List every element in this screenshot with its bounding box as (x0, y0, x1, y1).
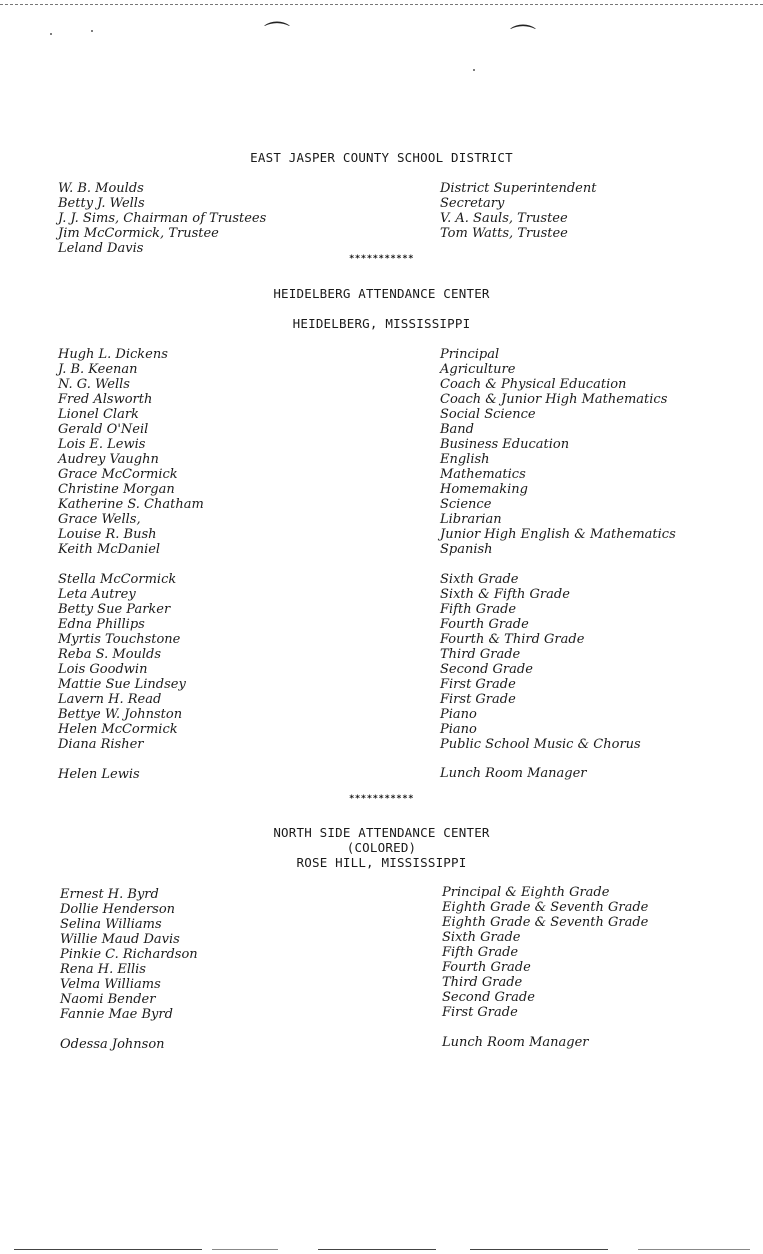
list-item: Leta Autrey (58, 587, 136, 602)
list-item: Betty Sue Parker (58, 602, 171, 617)
list-item: First Grade (440, 692, 516, 707)
speck (50, 33, 52, 35)
list-item: Second Grade (442, 990, 535, 1005)
list-item: Willie Maud Davis (60, 932, 180, 947)
heidelberg-staff-roles-1 (440, 347, 676, 557)
list-item: Fourth Grade (442, 960, 531, 975)
list-item: Naomi Bender (60, 992, 156, 1007)
bottom-edge-line (470, 1249, 608, 1250)
list-item: Hugh L. Dickens (58, 347, 168, 362)
list-item: Sixth Grade (442, 930, 521, 945)
list-item: Agriculture (440, 362, 516, 377)
list-item: Coach & Junior High Mathematics (440, 392, 668, 407)
list-item: Fourth & Third Grade (440, 632, 585, 647)
bottom-edge-line (14, 1249, 202, 1250)
list-item: Louise R. Bush (58, 527, 157, 542)
list-item: Helen McCormick (58, 722, 178, 737)
punch-mark-left: ⌒ (264, 21, 291, 51)
list-item: Lois E. Lewis (58, 437, 146, 452)
punch-mark-right: ⌒ (510, 24, 537, 54)
list-item: Fred Alsworth (58, 392, 153, 407)
list-item: Second Grade (440, 662, 533, 677)
list-item: Velma Williams (60, 977, 161, 992)
list-item: Piano (440, 707, 477, 722)
list-item: Principal & Eighth Grade (442, 885, 610, 900)
list-item: Selina Williams (60, 917, 162, 932)
list-item: Lionel Clark (58, 407, 139, 422)
list-item: First Grade (440, 677, 516, 692)
list-item: V. A. Sauls, Trustee (440, 211, 568, 226)
list-item: Science (440, 497, 492, 512)
list-item: Myrtis Touchstone (58, 632, 181, 647)
speck (473, 69, 475, 71)
bottom-edge-line (638, 1249, 750, 1250)
list-item: Keith McDaniel (58, 542, 161, 557)
list-item: Third Grade (442, 975, 523, 990)
list-item: Fifth Grade (440, 602, 517, 617)
heidelberg-lunch-name: Helen Lewis (58, 767, 140, 782)
list-item: Tom Watts, Trustee (440, 226, 568, 241)
district-names (58, 181, 266, 256)
top-dashed-border (0, 4, 763, 5)
northside-location: ROSE HILL, MISSISSIPPI (296, 855, 467, 870)
list-item: Dollie Henderson (60, 902, 176, 917)
list-item: District Superintendent (440, 181, 597, 196)
list-item: Bettye W. Johnston (58, 707, 183, 722)
list-item: Homemaking (440, 482, 528, 497)
list-item: Lavern H. Read (58, 692, 162, 707)
northside-lunch-role: Lunch Room Manager (442, 1035, 589, 1050)
list-item: Fannie Mae Byrd (60, 1007, 173, 1022)
list-item: Librarian (440, 512, 502, 527)
list-item: Mathematics (440, 467, 526, 482)
list-item: Coach & Physical Education (440, 377, 627, 392)
heidelberg-staff-names-2 (58, 572, 186, 752)
list-item: Betty J. Wells (58, 196, 145, 211)
northside-lunch-name: Odessa Johnson (60, 1037, 165, 1052)
heidelberg-staff-roles-2 (440, 572, 641, 752)
list-item: Fourth Grade (440, 617, 529, 632)
list-item: Jim McCormick, Trustee (58, 226, 219, 241)
separator-stars: *********** (348, 254, 415, 264)
list-item: Social Science (440, 407, 536, 422)
list-item: Piano (440, 722, 477, 737)
list-item: Reba S. Moulds (58, 647, 162, 662)
list-item: Public School Music & Chorus (440, 737, 641, 752)
separator-stars: *********** (348, 794, 415, 804)
list-item: Third Grade (440, 647, 521, 662)
list-item: J. B. Keenan (58, 362, 138, 377)
list-item: First Grade (442, 1005, 518, 1020)
list-item: Grace Wells, (58, 512, 141, 527)
list-item: Secretary (440, 196, 505, 211)
list-item: Business Education (440, 437, 570, 452)
heidelberg-title: HEIDELBERG ATTENDANCE CENTER (273, 286, 490, 301)
heidelberg-staff-names-1 (58, 347, 204, 557)
heidelberg-location: HEIDELBERG, MISSISSIPPI (292, 316, 471, 331)
list-item: Katherine S. Chatham (58, 497, 204, 512)
northside-title: NORTH SIDE ATTENDANCE CENTER (273, 825, 490, 840)
northside-staff-names (60, 887, 198, 1022)
list-item: Audrey Vaughn (58, 452, 159, 467)
bottom-edge-line (212, 1249, 278, 1250)
list-item: J. J. Sims, Chairman of Trustees (58, 211, 267, 226)
list-item: Leland Davis (58, 241, 144, 256)
district-roles (440, 181, 596, 241)
list-item: Mattie Sue Lindsey (58, 677, 186, 692)
list-item: Gerald O'Neil (58, 422, 149, 437)
list-item: English (440, 452, 490, 467)
list-item: Stella McCormick (58, 572, 177, 587)
list-item: Principal (440, 347, 500, 362)
bottom-edge-line (318, 1249, 436, 1250)
list-item: Edna Phillips (58, 617, 145, 632)
list-item: Christine Morgan (58, 482, 175, 497)
list-item: Pinkie C. Richardson (60, 947, 198, 962)
list-item: Fifth Grade (442, 945, 519, 960)
speck (91, 30, 93, 32)
list-item: Spanish (440, 542, 493, 557)
list-item: Sixth & Fifth Grade (440, 587, 570, 602)
list-item: Junior High English & Mathematics (440, 527, 676, 542)
list-item: N. G. Wells (58, 377, 130, 392)
list-item: Sixth Grade (440, 572, 519, 587)
northside-subtitle: (COLORED) (346, 840, 417, 855)
list-item: Rena H. Ellis (60, 962, 146, 977)
list-item: Eighth Grade & Seventh Grade (442, 900, 649, 915)
northside-staff-roles (442, 885, 648, 1020)
list-item: W. B. Moulds (58, 181, 144, 196)
district-title: EAST JASPER COUNTY SCHOOL DISTRICT (250, 150, 513, 165)
list-item: Band (440, 422, 474, 437)
list-item: Ernest H. Byrd (60, 887, 159, 902)
list-item: Lois Goodwin (58, 662, 148, 677)
list-item: Eighth Grade & Seventh Grade (442, 915, 649, 930)
list-item: Diana Risher (58, 737, 144, 752)
heidelberg-lunch-role: Lunch Room Manager (440, 766, 587, 781)
list-item: Grace McCormick (58, 467, 178, 482)
